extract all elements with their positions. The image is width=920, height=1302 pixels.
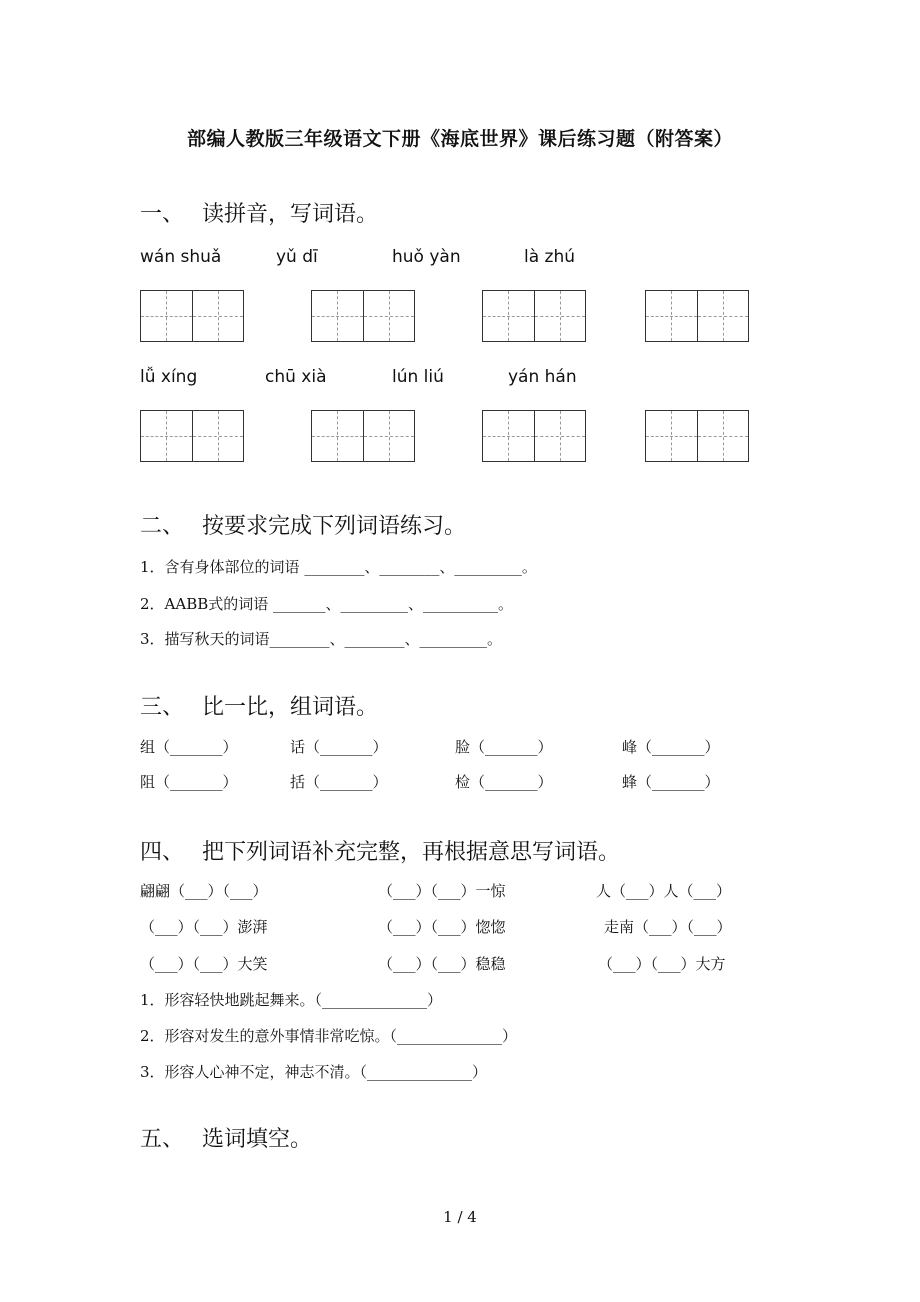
section-number: 五、 bbox=[140, 1127, 185, 1152]
page-number: 1 / 4 bbox=[443, 1208, 477, 1226]
idiom-item: 翩翩（___）（___） bbox=[140, 882, 268, 900]
idiom-item: （___）（___）澎湃 bbox=[140, 918, 268, 936]
section-title: 选词填空。 bbox=[202, 1127, 313, 1152]
section-title: 读拼音，写词语。 bbox=[202, 202, 379, 227]
exercise-line: 1．形容轻快地跳起舞来。（______________） bbox=[140, 991, 443, 1009]
section-title: 把下列词语补充完整，再根据意思写词语。 bbox=[202, 840, 621, 865]
section-5-heading bbox=[140, 1122, 312, 1153]
compare-item: 峰（_______） bbox=[622, 738, 720, 756]
page-title: 部编人教版三年级语文下册《海底世界》课后练习题（附答案） bbox=[186, 128, 733, 150]
section-number: 二、 bbox=[140, 514, 185, 539]
writing-grid[interactable] bbox=[140, 290, 244, 342]
section-title: 比一比，组词语。 bbox=[202, 695, 379, 720]
pinyin-label: lún liú bbox=[392, 367, 444, 387]
section-1-heading bbox=[140, 197, 378, 228]
section-number: 三、 bbox=[140, 695, 185, 720]
idiom-item: 人（___）人（___） bbox=[596, 882, 732, 900]
writing-grid[interactable] bbox=[482, 290, 586, 342]
compare-item: 检（_______） bbox=[455, 773, 553, 791]
section-number: 四、 bbox=[140, 840, 185, 865]
writing-grid[interactable] bbox=[645, 410, 749, 462]
pinyin-label: huǒ yàn bbox=[392, 247, 461, 267]
compare-item: 脸（_______） bbox=[455, 738, 553, 756]
idiom-item: （___）（___）稳稳 bbox=[378, 955, 506, 973]
compare-item: 蜂（_______） bbox=[622, 773, 720, 791]
compare-item: 括（_______） bbox=[290, 773, 388, 791]
idiom-item: 走南（___）（___） bbox=[604, 918, 732, 936]
idiom-item: （___）（___）一惊 bbox=[378, 882, 506, 900]
compare-item: 话（_______） bbox=[290, 738, 388, 756]
writing-grid[interactable] bbox=[645, 290, 749, 342]
section-2-heading bbox=[140, 509, 466, 540]
writing-grid[interactable] bbox=[311, 290, 415, 342]
exercise-line: 1．含有身体部位的词语 ________、________、_________。 bbox=[140, 558, 537, 576]
writing-grid[interactable] bbox=[311, 410, 415, 462]
pinyin-label: yǔ dī bbox=[276, 247, 318, 267]
idiom-item: （___）（___）大方 bbox=[598, 955, 726, 973]
pinyin-label: yán hán bbox=[508, 367, 577, 387]
section-3-heading bbox=[140, 690, 378, 721]
pinyin-label: là zhú bbox=[524, 247, 576, 267]
pinyin-label: chū xià bbox=[265, 367, 327, 387]
exercise-line: 2．AABB式的词语 _______、_________、__________。 bbox=[140, 595, 514, 613]
compare-item: 阻（_______） bbox=[140, 773, 238, 791]
compare-item: 组（_______） bbox=[140, 738, 238, 756]
idiom-item: （___）（___）大笑 bbox=[140, 955, 268, 973]
pinyin-label: lǚ xíng bbox=[140, 367, 198, 387]
exercise-line: 3．描写秋天的词语________、________、_________。 bbox=[140, 630, 503, 648]
section-4-heading bbox=[140, 835, 620, 866]
writing-grid[interactable] bbox=[482, 410, 586, 462]
idiom-item: （___）（___）惚惚 bbox=[378, 918, 506, 936]
section-title: 按要求完成下列词语练习。 bbox=[202, 514, 467, 539]
pinyin-label: wán shuǎ bbox=[140, 247, 222, 267]
exercise-line: 3．形容人心神不定，神志不清。（______________） bbox=[140, 1063, 488, 1081]
exercise-line: 2．形容对发生的意外事情非常吃惊。（______________） bbox=[140, 1027, 518, 1045]
writing-grid[interactable] bbox=[140, 410, 244, 462]
section-number: 一、 bbox=[140, 202, 185, 227]
